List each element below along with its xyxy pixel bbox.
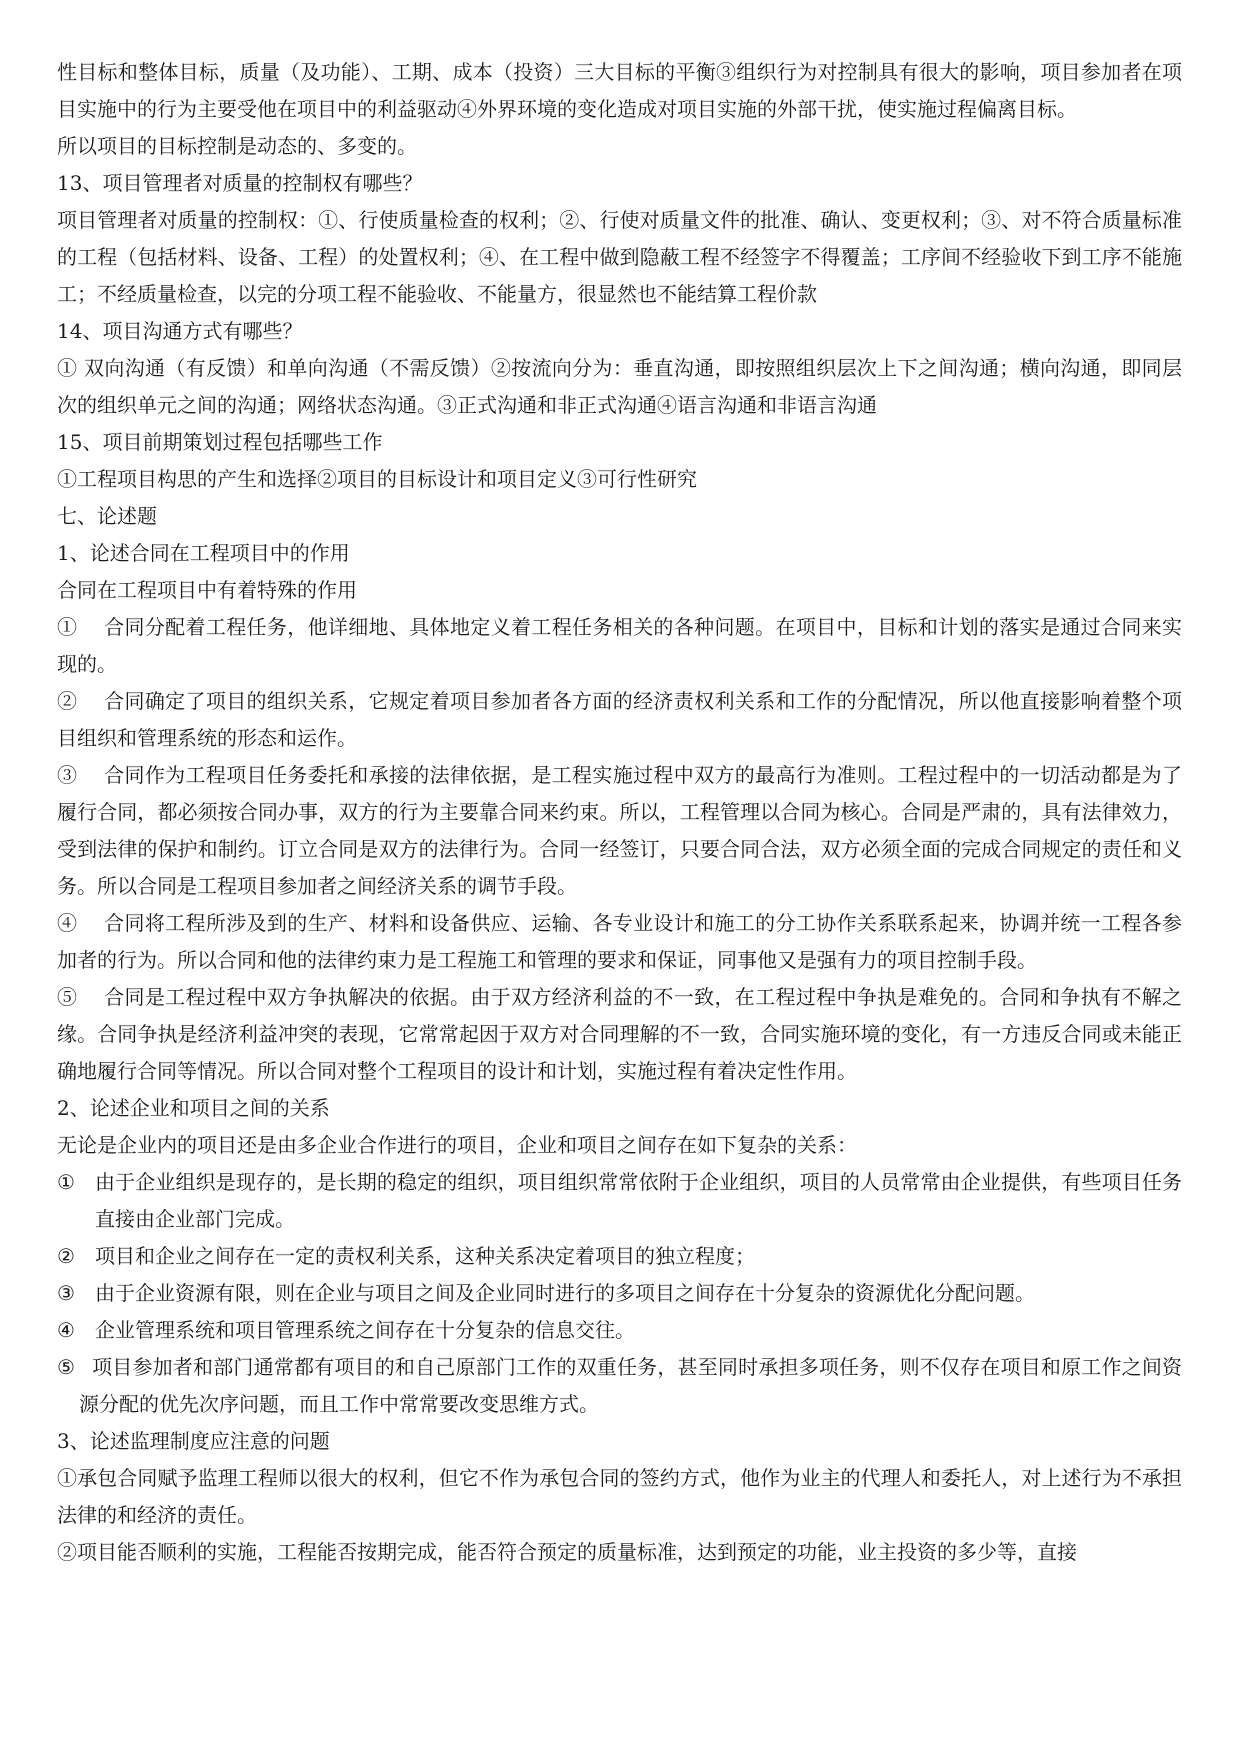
list-item <box>57 905 1182 979</box>
paragraph: 性目标和整体目标，质量（及功能）、工期、成本（投资）三大目标的平衡③组织行为对控制具有很大的影响，项目参加者在项目实施中的行为主要受他在项目中的利益驱动④外界环境的变化造成对项目实施的外部干扰，使实施过程偏离目标。 <box>57 60 1182 121</box>
answer-paragraph: ① 双向沟通（有反馈）和单向沟通（不需反馈）②按流向分为：垂直沟通，即按照组织层次上下之间沟通；横向沟通，即同层次的组织单元之间的沟通；网络状态沟通。③正式沟通和非正式沟通④语言沟通和非语言沟通 <box>57 356 1182 417</box>
essay-title: 3、论述监理制度应注意的问题 <box>57 1429 330 1453</box>
item-number: ② <box>57 1540 77 1564</box>
item-text: 合同是工程过程中双方争执解决的依据。由于双方经济利益的不一致，在工程过程中争执是难免的。合同和争执有不解之缘。合同争执是经济利益冲突的表现，它常常起因于双方对合同理解的不一致，合同实施环境的变化，有一方违反合同或未能正确地履行合同等情况。所以合同对整个工程项目的设计和计划，实施过程有着决定性作用。 <box>57 985 1183 1083</box>
essay-intro: 无论是企业内的项目还是由多企业合作进行的项目，企业和项目之间存在如下复杂的关系： <box>57 1133 857 1157</box>
answer-paragraph: 项目管理者对质量的控制权：①、行使质量检查的权利；②、行使对质量文件的批准、确认、变更权利；③、对不符合质量标准的工程（包括材料、设备、工程）的处置权利；④、在工程中做到隐蔽工程不经签字不得覆盖；工序间不经验收下到工序不能施工；不经质量检查，以完的分项工程不能验收、不能量方，很显然也不能结算工程价款 <box>57 208 1182 306</box>
list-item <box>57 1534 1182 1571</box>
question-heading: 14、项目沟通方式有哪些？ <box>57 319 303 343</box>
item-number: ③ <box>57 763 78 787</box>
list-item <box>57 1164 1182 1238</box>
list-item <box>57 683 1182 757</box>
item-number: ② <box>57 1244 75 1268</box>
item-number: ⑤ <box>57 1355 75 1379</box>
item-text: 承包合同赋予监理工程师以很大的权利，但它不作为承包合同的签约方式，他作为业主的代理人和委托人，对上述行为不承担法律的和经济的责任。 <box>57 1466 1183 1527</box>
item-text: 企业管理系统和项目管理系统之间存在十分复杂的信息交往。 <box>95 1318 635 1342</box>
list-item <box>57 979 1182 1090</box>
item-text: 合同作为工程项目任务委托和承接的法律依据，是工程实施过程中双方的最高行为准则。工程过程中的一切活动都是为了履行合同，都必须按合同办事，双方的行为主要靠合同来约束。所以，工程管理以合同为核心。合同是严肃的，具有法律效力，受到法律的保护和制约。订立合同是双方的法律行为。合同一经签订，只要合同合法，双方必须全面的完成合同规定的责任和义务。所以合同是工程项目参加者之间经济关系的调节手段。 <box>57 763 1183 898</box>
list-item <box>57 1275 1182 1312</box>
item-number: ③ <box>57 1281 75 1305</box>
item-number: ④ <box>57 1318 75 1342</box>
item-text <box>79 1349 1182 1423</box>
item-number: ① <box>57 615 78 639</box>
item-text: 项目和企业之间存在一定的责权利关系，这种关系决定着项目的独立程度； <box>95 1244 755 1268</box>
item-text: 合同将工程所涉及到的生产、材料和设备供应、运输、各专业设计和施工的分工协作关系联系起来，协调并统一工程各参加者的行为。所以合同和他的法律约束力是工程施工和管理的要求和保证，同事他又是强有力的项目控制手段。 <box>57 911 1183 972</box>
list-item <box>57 1312 1182 1349</box>
list-item <box>57 757 1182 905</box>
item-text: 由于企业组织是现存的，是长期的稳定的组织，项目组织常常依附于企业组织，项目的人员常常由企业提供，有些项目任务直接由企业部门完成。 <box>95 1170 1182 1231</box>
item-number: ⑤ <box>57 985 78 1009</box>
item-number: ① <box>57 1466 78 1490</box>
paragraph: 所以项目的目标控制是动态的、多变的。 <box>57 134 417 158</box>
question-heading: 15、项目前期策划过程包括哪些工作 <box>57 430 383 454</box>
list-item <box>57 609 1182 683</box>
list-item <box>57 1238 1182 1275</box>
item-text: 合同确定了项目的组织关系，它规定着项目参加者各方面的经济责权利关系和工作的分配情况，所以他直接影响着整个项目组织和管理系统的形态和运作。 <box>57 689 1183 750</box>
item-text-inner: 项目参加者和部门通常都有项目的和自己原部门工作的双重任务，甚至同时承担多项任务，则不仅存在项目和原工作之间资源分配的优先次序问题，而且工作中常常要改变思维方式。 <box>79 1355 1183 1416</box>
document-page <box>57 54 1182 1571</box>
list-item <box>57 1349 1182 1423</box>
essay-title: 1、论述合同在工程项目中的作用 <box>57 541 350 565</box>
question-heading: 13、项目管理者对质量的控制权有哪些？ <box>57 171 423 195</box>
list-item <box>57 1460 1182 1534</box>
item-text: 项目能否顺利的实施，工程能否按期完成，能否符合预定的质量标准，达到预定的功能，业主投资的多少等，直接 <box>77 1540 1077 1564</box>
item-number: ④ <box>57 911 78 935</box>
answer-paragraph: ①工程项目构思的产生和选择②项目的目标设计和项目定义③可行性研究 <box>57 467 697 491</box>
item-text: 由于企业资源有限，则在企业与项目之间及企业同时进行的多项目之间存在十分复杂的资源优化分配问题。 <box>95 1281 1035 1305</box>
essay-intro: 合同在工程项目中有着特殊的作用 <box>57 578 357 602</box>
item-text: 合同分配着工程任务，他详细地、具体地定义着工程任务相关的各种问题。在项目中，目标和计划的落实是通过合同来实现的。 <box>57 615 1183 676</box>
item-number: ② <box>57 689 78 713</box>
essay-title: 2、论述企业和项目之间的关系 <box>57 1096 330 1120</box>
section-heading: 七、论述题 <box>57 504 157 528</box>
item-number: ① <box>57 1170 75 1194</box>
